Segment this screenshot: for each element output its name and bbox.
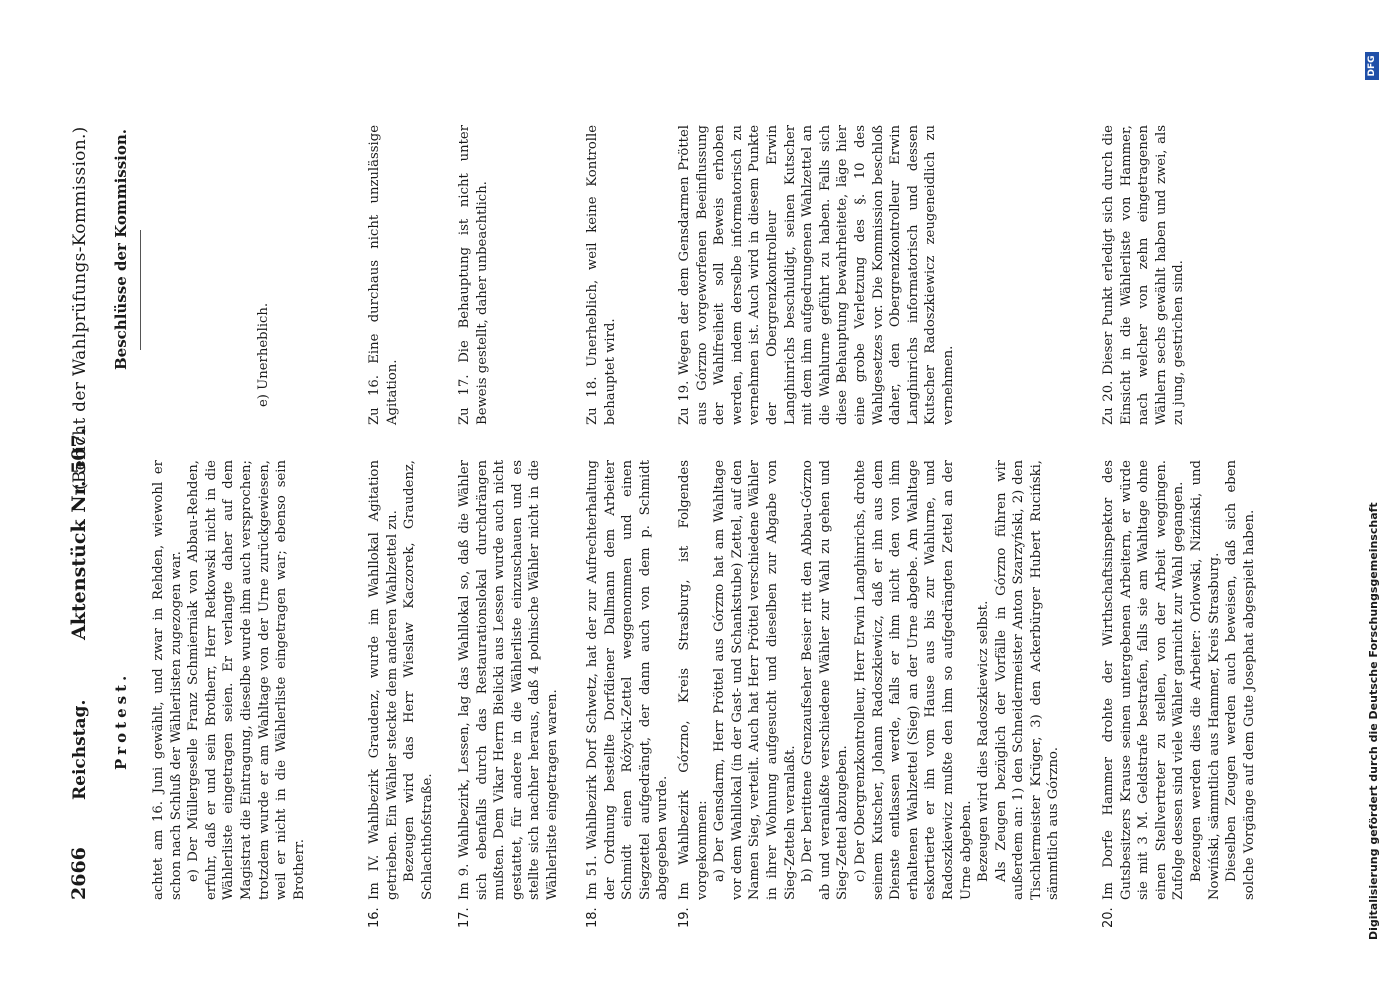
decision-18 [584,125,619,425]
paragraph: Im Wahlbezirk Górzno, Kreis Strasburg, ist Folgendes vorgekommen: [677,460,710,900]
page-number: 2666 [68,847,90,900]
protest-entry-17 [456,460,562,928]
decision-text: e) Unerheblich. [256,302,271,407]
decision-e [255,125,273,425]
protest-entry-20 [1100,460,1258,928]
digitization-note: Digitalisierung gefördert durch die Deutsche Forschungsgemeinschaft [1367,502,1380,940]
decision-label: Zu 19. [677,380,692,425]
entry-number: 18. [585,907,600,928]
paragraph: achtet am 16. Juni gewählt, und zwar in Rehden, wiewohl er schon nach Schluß der Wählerlisten zugezogen war. [151,460,184,900]
decision-label: Zu 17. [457,374,472,425]
decision-20 [1100,125,1188,425]
paragraph: Im 51. Wahlbezirk Dorf Schwetz, hat der zur Aufrechterhaltung der Ordnung bestellte Dorfdiener Dallmann dem Arbeiter Schmidt einen Różycki-Zettel weggenommen und einen Siegzettel aufgedrängt, der dann auch von dem p. Schmidt abgegeben wurde. [585,460,671,900]
protest-entry-continuation [150,460,308,900]
commission-heading: Beschlüsse der Kommission. [112,129,130,370]
entry-number: 16. [367,907,382,928]
paragraph: e) Der Müllergeselle Franz Schmierniak von Abbau-Rehden, erfuhr, daß er und sein Brotherr, Herr Retkowski nicht in die Wählerliste eingetragen seien. Er verlangte daher auf dem Magistrat die Eintragung, dieselbe wurde ihm auch versprochen; trotzdem wurde er am Wahltage von der Urne zurückgewiesen, weil er nicht in die Wählerliste eingetragen war; ebenso sein Brotherr. [186,460,307,900]
paragraph: Im IV. Wahlbezirk Graudenz, wurde im Wahllokal Agitation getrieben. Ein Wähler steckte dem anderen Wahlzettel zu. [367,460,400,900]
decision-16 [366,125,401,425]
decision-19 [676,125,958,425]
protest-heading: Protest. [112,671,130,770]
protest-entry-19 [676,460,1063,928]
report-title: (Bericht der Wahlprüfungs-Kommission.) [70,126,90,490]
paragraph: Bezeugen wird dies Radoszkiewicz selbst. [976,600,992,882]
decision-text: Unerheblich, weil keine Kontrolle behauptet wird. [585,124,618,425]
decision-text: Eine durchaus nicht unzulässige Agitation. [367,124,400,425]
paragraph: Im 9. Wahlbezirk, Lessen, lag das Wahllokal so, daß die Wähler sich ebenfalls durch das Restaurationslokal durchdrängen mußten. Dem Vikar Herrn Bielicki aus Lessen wurde auch nicht gestattet, für andere in die Wählerliste einzuschauen und es stellte sich nachher heraus, daß 4 polnische Wähler nicht in die Wählerliste eingetragen waren. [457,460,560,900]
protest-entry-16 [366,460,436,928]
paragraph: Als Zeugen bezüglich der Vorfälle in Górzno führen wir außerdem an: 1) den Schneidermeister Anton Szarzyński, 2) den Tischlermeister Krüger, 3) den Ackerbürger Hubert Ruciński, sämmtlich aus Górzno. [993,460,1062,900]
decision-text: Wegen der dem Gensdarmen Pröttel aus Górzno vorgeworfenen Beeinflussung der Wahlfreiheit soll Beweis erhoben werden, indem derselbe informatorisch zu vernehmen ist. Auch wird in diesem Punkte der Obergrenzkontrolleur Erwin Langhinrichs beschuldigt, seinen Kutscher mit dem ihm aufgedrungenen Wahlzettel an die Wahlurne geführt zu haben. Falls sich diese Behauptung bewahrheitete, läge hier eine grobe Verletzung des §. 10 des Wahlgesetzes vor. Die Kommission beschloß daher, den Obergrenzkontrolleur Erwin Langhinrichs informatorisch und dessen Kutscher Radoszkiewicz zeugeneidlich zu vernehmen. [677,125,956,425]
page-header [62,60,102,960]
dfg-logo: DFG [1365,52,1379,80]
decision-label: Zu 16. [367,375,382,425]
paragraph: Dieselben Zeugen werden auch beweisen, daß sich eben solche Vorgänge auf dem Gute Josephat abgespielt haben. [1224,460,1257,900]
paragraph: Bezeugen werden dies die Arbeiter: Orlowski, Niziński, und Nowiński, sämmtlich aus Hammer, Kreis Strasburg. [1188,460,1222,900]
protest-entry-18 [584,460,672,928]
decision-text: Die Behauptung ist nicht unter Beweis gestellt, daher unbeachtlich. [457,125,490,425]
decision-17 [456,125,491,425]
entry-number: 17. [457,907,472,928]
paragraph: Bezeugen wird das Herr Wieslaw Kaczorek, Graudenz, Schlachthofstraße. [402,460,435,900]
decision-text: Dieser Punkt erledigt sich durch die Einsicht in die Wählerliste von Hammer, nach welcher von zehn eingetragenen Wählern sechs gewählt haben und zwei, als zu jung, gestrichen sind. [1101,125,1187,425]
paragraph: a) Der Gensdarm, Herr Pröttel aus Górzno hat am Wahltage vor dem Wahllokal (in der Gast- und Schankstube) Zettel, auf den Namen Sieg, verteilt. Auch hat Herr Pröttel verschiedene Wähler in ihrer Wohnung aufgesucht und dieselben zur Abgabe von Sieg-Zetteln veranlaßt. [712,460,798,900]
publication-title: Reichstag. [70,699,90,800]
paragraph: Im Dorfe Hammer drohte der Wirthschaftsinspektor des Gutsbesitzers Krause seinen untergebenen Arbeitern, er würde sie mit 3 M. Geldstrafe bestrafen, falls sie am Wahltage ohne einen Stellvertreter zu stellen, von der Arbeit weggingen. Zufolge dessen sind viele Wähler garnicht zur Wahl gegangen. [1101,460,1187,900]
paragraph: c) Der Obergrenzkontrolleur, Herr Erwin Langhinrichs, drohte seinem Kutscher, Johann Radoszkiewicz, daß er ihn aus dem Dienste entlassen werde, falls er ihm nicht den von ihm erhaltenen Wahlzettel (Sieg) an der Urne abgebe. Am Wahltage eskortierte er ihn vom Hause aus bis zur Wahlurne, und Radoszkiewicz mußte den ihm so aufgedrängten Zettel an der Urne abgeben. [852,460,974,900]
paragraph: b) Der berittene Grenzaufseher Besier ritt den Abbau-Górzno ab und veranlaßte verschiedene Wähler zur Wahl zu gehen und Sieg-Zettel abzugeben. [800,460,851,900]
document-number: Aktenstück Nr. 507. [68,427,90,640]
entry-number: 20. [1101,907,1116,928]
entry-number: 19. [677,907,692,928]
decision-label: Zu 20. [1101,380,1116,425]
decision-label: Zu 18. [585,376,600,425]
heading-rule [140,230,141,350]
